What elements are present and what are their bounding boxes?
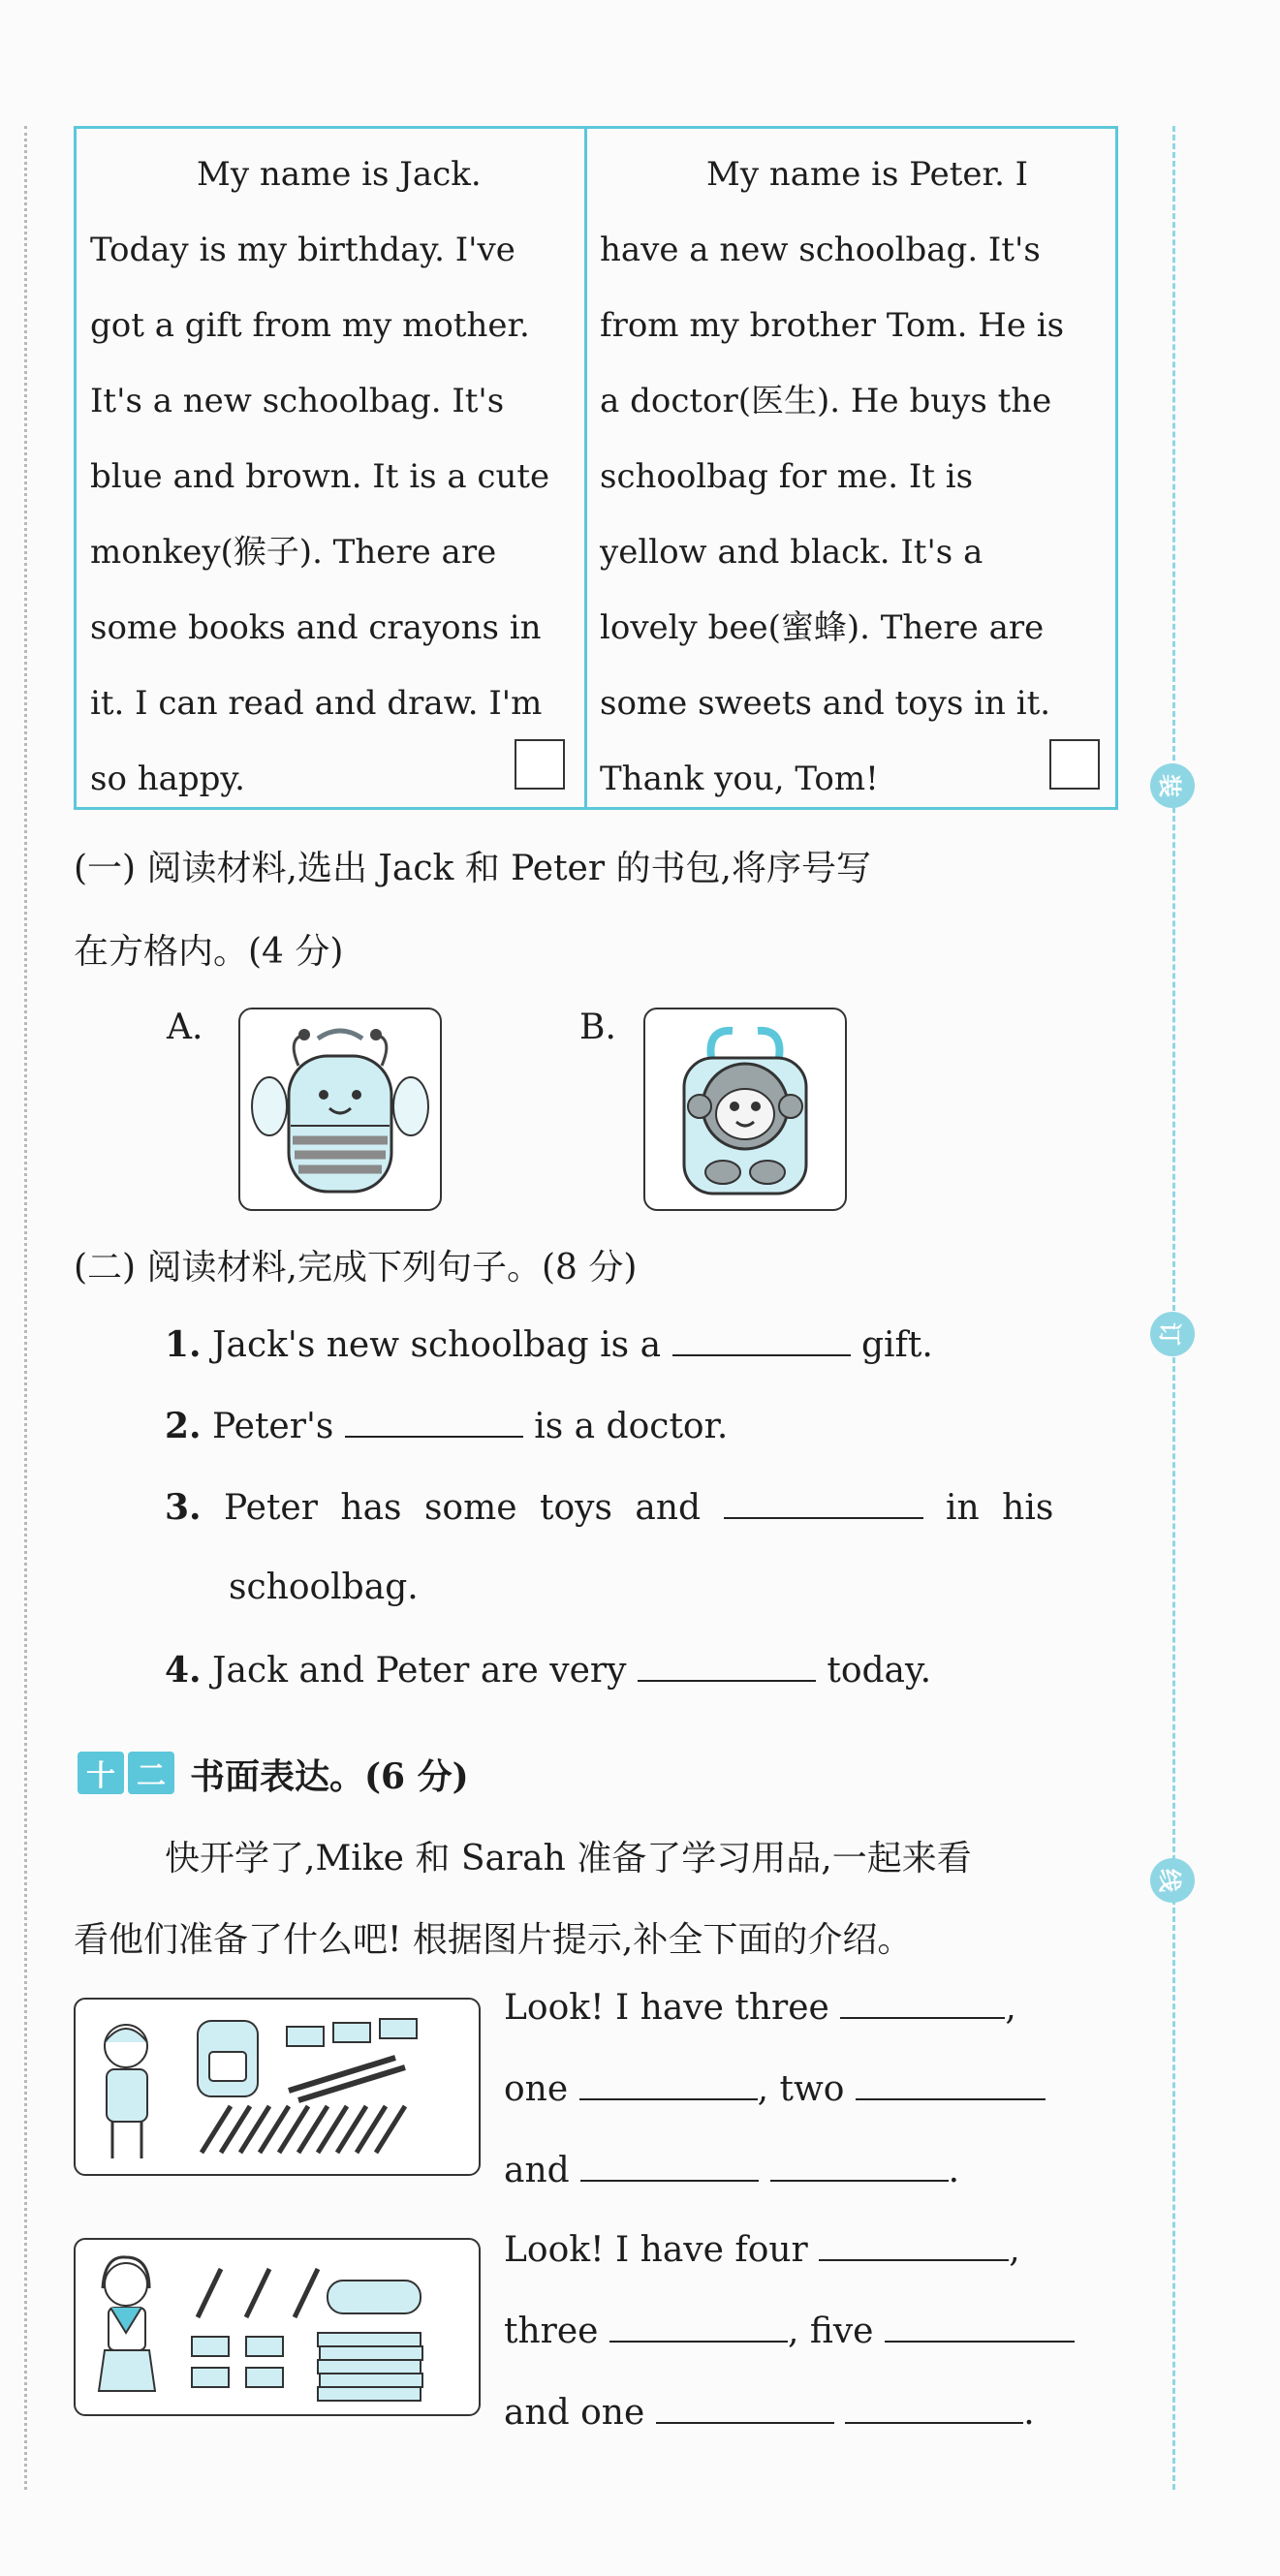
mike-text: one bbox=[504, 2069, 569, 2109]
mike-line-2 bbox=[504, 2067, 1046, 2109]
sarah-text: three bbox=[504, 2312, 599, 2351]
sarah-blank-2[interactable] bbox=[609, 2310, 788, 2343]
question-text: gift. bbox=[860, 1325, 933, 1365]
badge-char: 二 bbox=[128, 1752, 174, 1794]
punct: , bbox=[1005, 1988, 1016, 2028]
option-b-monkey-schoolbag-image bbox=[643, 1008, 847, 1211]
peter-line: lovely bee(蜜蜂). There are bbox=[600, 608, 1045, 647]
question-number: 1. bbox=[165, 1324, 202, 1365]
option-a-label: A. bbox=[167, 1008, 203, 1047]
question-number: 4. bbox=[165, 1650, 202, 1691]
part1-title-line1: (一) 阅读材料,选出 Jack 和 Peter 的书包,将序号写 bbox=[74, 849, 871, 888]
question-number: 3. bbox=[165, 1487, 202, 1528]
section-12-intro-line2: 看他们准备了什么吧! 根据图片提示,补全下面的介绍。 bbox=[74, 1920, 913, 1960]
question-number: 2. bbox=[165, 1406, 202, 1446]
mike-text: Look! I have three bbox=[504, 1988, 829, 2028]
peter-line: yellow and black. It's a bbox=[600, 533, 983, 572]
mike-blank-1[interactable] bbox=[840, 1986, 1005, 2019]
binding-dashed-line bbox=[1172, 126, 1175, 2490]
sarah-supplies-image bbox=[74, 2238, 481, 2416]
punct: . bbox=[1023, 2393, 1035, 2433]
question-3 bbox=[165, 1486, 1053, 1528]
sarah-blank-4[interactable] bbox=[656, 2391, 834, 2424]
jack-answer-box[interactable] bbox=[515, 739, 565, 790]
question-text: is a doctor. bbox=[534, 1407, 729, 1446]
jack-line: it. I can read and draw. I'm bbox=[90, 684, 543, 723]
part2-title: (二) 阅读材料,完成下列句子。(8 分) bbox=[74, 1248, 638, 1288]
peter-line: from my brother Tom. He is bbox=[600, 306, 1065, 345]
side-mark-2: 订 bbox=[1150, 1312, 1195, 1356]
jack-line: monkey(猴子). There are bbox=[90, 533, 497, 572]
peter-line: some sweets and toys in it. bbox=[600, 684, 1051, 723]
sarah-line-3 bbox=[504, 2391, 1035, 2433]
peter-line: a doctor(医生). He buys the bbox=[600, 382, 1052, 420]
mike-supplies-image bbox=[74, 1998, 481, 2176]
question-text: in his bbox=[945, 1488, 1054, 1528]
side-mark-3: 线 bbox=[1150, 1858, 1195, 1903]
answer-blank-3[interactable] bbox=[724, 1486, 923, 1519]
question-4 bbox=[165, 1649, 931, 1691]
bee-schoolbag-icon bbox=[240, 1009, 440, 1209]
option-b-label: B. bbox=[579, 1008, 616, 1047]
peter-line: My name is Peter. I bbox=[706, 155, 1029, 194]
mike-text: and bbox=[504, 2151, 570, 2190]
question-3-cont: schoolbag. bbox=[229, 1567, 419, 1607]
peter-line: Thank you, Tom! bbox=[600, 760, 879, 798]
mike-supplies-icon bbox=[76, 2000, 479, 2174]
question-2 bbox=[165, 1405, 728, 1446]
badge-char: 十 bbox=[78, 1752, 124, 1794]
part1-title-line2: 在方格内。(4 分) bbox=[74, 932, 344, 972]
sarah-text: , five bbox=[787, 2312, 874, 2351]
section-12-title: 书面表达。(6 分) bbox=[190, 1756, 469, 1797]
jack-line: Today is my birthday. I've bbox=[90, 231, 515, 269]
sarah-line-1 bbox=[504, 2228, 1020, 2270]
mike-line-1 bbox=[504, 1986, 1016, 2028]
question-text: Jack's new schoolbag is a bbox=[212, 1325, 662, 1365]
answer-blank-2[interactable] bbox=[345, 1405, 523, 1438]
jack-line: so happy. bbox=[90, 760, 245, 798]
question-text: Peter's bbox=[212, 1407, 334, 1446]
answer-blank-1[interactable] bbox=[672, 1323, 851, 1356]
jack-line: My name is Jack. bbox=[197, 155, 482, 194]
jack-line: It's a new schoolbag. It's bbox=[90, 382, 505, 420]
side-mark-1: 装 bbox=[1150, 763, 1195, 808]
punct: , bbox=[1009, 2230, 1020, 2270]
peter-passage bbox=[600, 137, 1075, 817]
jack-passage bbox=[90, 137, 565, 817]
sarah-supplies-icon bbox=[76, 2240, 479, 2414]
question-text: Peter has some toys and bbox=[224, 1488, 702, 1528]
option-a-bee-schoolbag-image bbox=[238, 1008, 442, 1211]
section-12-intro-line1: 快开学了,Mike 和 Sarah 准备了学习用品,一起来看 bbox=[165, 1839, 972, 1878]
binding-dotted-line bbox=[24, 126, 27, 2490]
question-text: Jack and Peter are very bbox=[212, 1651, 627, 1691]
peter-line: have a new schoolbag. It's bbox=[600, 231, 1041, 269]
jack-line: some books and crayons in bbox=[90, 608, 542, 647]
mike-line-3 bbox=[504, 2149, 959, 2190]
question-text: today. bbox=[827, 1651, 932, 1691]
sarah-blank-1[interactable] bbox=[819, 2228, 1009, 2261]
monkey-schoolbag-icon bbox=[645, 1009, 845, 1209]
sarah-text: Look! I have four bbox=[504, 2230, 808, 2270]
sarah-text: and one bbox=[504, 2393, 645, 2433]
mike-blank-3[interactable] bbox=[856, 2067, 1046, 2100]
reading-passages-table bbox=[74, 126, 1118, 810]
jack-line: got a gift from my mother. bbox=[90, 306, 530, 345]
column-divider bbox=[584, 129, 587, 807]
question-1 bbox=[165, 1323, 933, 1365]
punct: . bbox=[948, 2151, 960, 2190]
jack-line: blue and brown. It is a cute bbox=[90, 457, 550, 496]
answer-blank-4[interactable] bbox=[638, 1649, 816, 1682]
mike-blank-2[interactable] bbox=[579, 2067, 758, 2100]
mike-text: , two bbox=[757, 2069, 845, 2109]
sarah-line-2 bbox=[504, 2310, 1075, 2351]
mike-blank-4[interactable] bbox=[580, 2149, 759, 2182]
peter-answer-box[interactable] bbox=[1049, 739, 1100, 790]
sarah-blank-5[interactable] bbox=[845, 2391, 1023, 2424]
section-12-badge bbox=[78, 1752, 174, 1794]
sarah-blank-3[interactable] bbox=[885, 2310, 1075, 2343]
mike-blank-5[interactable] bbox=[770, 2149, 949, 2182]
peter-line: schoolbag for me. It is bbox=[600, 457, 974, 496]
